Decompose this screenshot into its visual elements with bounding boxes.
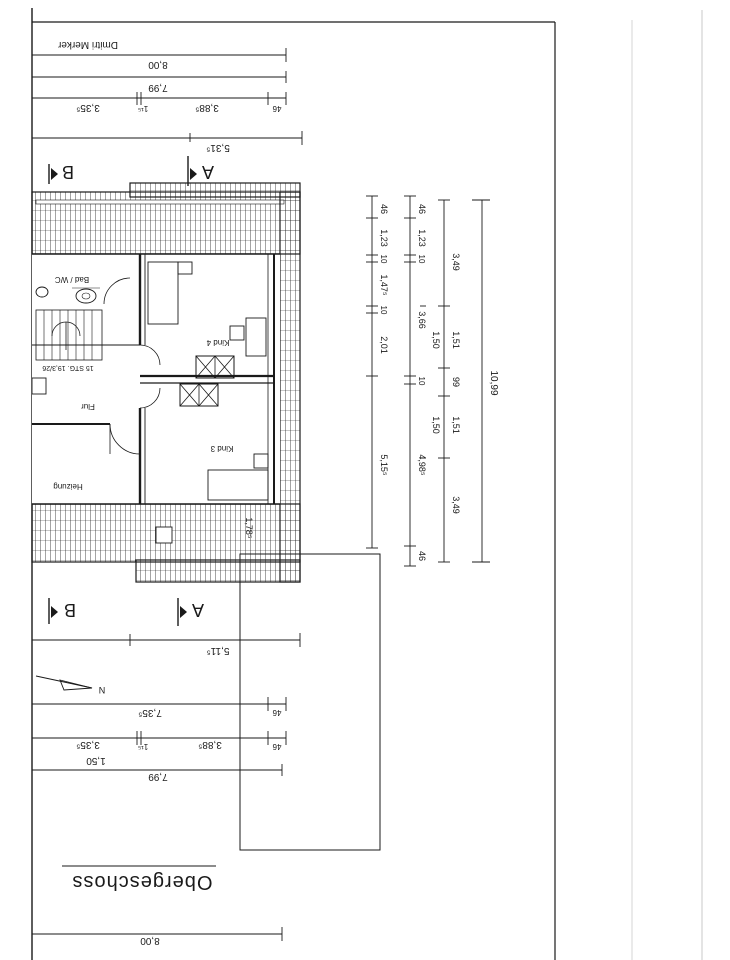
dim-bottom-seg1: 3,35⁵ [76,739,100,750]
bottom-overall-dimension [32,927,282,946]
dim-top-seg2: 1¹⁵ [137,104,149,113]
terrace-outline [240,554,380,850]
dim-bottom-section: 5,11⁵ [206,645,230,656]
dim-bottom-overall-2: 7,99 [148,771,168,782]
dim-right-c3-3: 99 [451,376,461,388]
section-marker-b-bottom [49,598,76,624]
dim-top-overall: 8,00 [148,59,168,70]
dim-right-c1-3: 1,47⁵ [379,274,389,296]
dim-right-c3-6: 3,49 [451,496,461,514]
room-label-heizung: Heizung [53,482,83,491]
dim-right-c3-1: 1,51 [451,331,461,349]
dim-bottom-seg3: 3,88⁵ [198,739,222,750]
dim-right-c2-6: 46 [417,550,427,562]
drawing-title: Obergeschoss [71,871,213,893]
dim-right-c3-5: 1,51 [451,416,461,434]
dim-right-c2-2: 10 [417,254,426,264]
dim-right-c2-5: 4,98⁵ [417,454,427,476]
dim-right-c1-6: 5,15⁵ [379,454,389,476]
dim-bottom-overall: 8,00 [140,935,160,946]
section-label-a-top: A [201,162,215,182]
section-label-b-top: B [61,162,75,182]
dim-right-c2-4: 10 [417,376,426,386]
dim-right-c1-5: 2,01 [379,336,389,354]
dim-right-c3-4: 1,50 [431,416,441,434]
north-label: N [98,685,106,695]
room-label-kind4: Kind 4 [206,338,230,347]
dim-bottom-seg4: 46 [272,742,282,751]
inner-dim-label: 1,78⁵ [244,517,254,539]
section-marker-a-top [188,156,214,186]
dim-top-seg4: 46 [272,104,282,113]
dim-bottom-seg-a2: 46 [272,708,282,717]
section-marker-b-top [49,162,74,184]
dim-top-seg1: 3,35⁵ [76,102,100,113]
bottom-dimension-chains [32,633,300,782]
author-name: Dmitri Merker [58,39,118,50]
dim-bottom-sub: 1,50 [86,755,106,766]
room-label-flur: Flur [81,402,95,411]
room-label-bath: Bad / WC [54,275,90,284]
stair-label: 15 STG. 19,3/26 [42,364,94,371]
section-marker-a-bottom [178,598,204,626]
building-outline [32,183,300,582]
roof-dormer-bottom [136,560,300,582]
section-label-b-bottom: B [63,600,77,620]
dim-right-c2-0: 46 [417,203,427,215]
dim-right-total: 10,99 [488,370,499,396]
right-dimension-chains [366,196,499,566]
roof-dormer-top [130,183,300,197]
dim-right-c1-0: 46 [379,203,389,215]
dim-right-c2-3: 3,66 [417,311,427,329]
north-arrow [36,676,105,695]
dim-top-overall-2: 7,99 [148,82,168,93]
room-label-kind3: Kind 3 [210,444,234,453]
dim-right-c3-0: 3,49 [451,253,461,271]
dim-right-c1-4: 10 [379,305,388,315]
top-dimension-chains [32,48,302,153]
dim-right-c1-1: 1,23 [379,229,389,247]
section-label-a-bottom: A [191,600,205,620]
dim-right-c2-1: 1,23 [417,229,427,247]
dim-bottom-seg-a: 7,35⁵ [138,707,162,718]
dim-right-c1-2: 10 [379,254,388,264]
dim-top-section: 5,31⁵ [206,142,230,153]
dim-bottom-seg2: 1¹⁵ [137,742,149,751]
dim-top-seg3: 3,88⁵ [195,102,219,113]
dim-right-c3-2: 1,50 [431,331,441,349]
